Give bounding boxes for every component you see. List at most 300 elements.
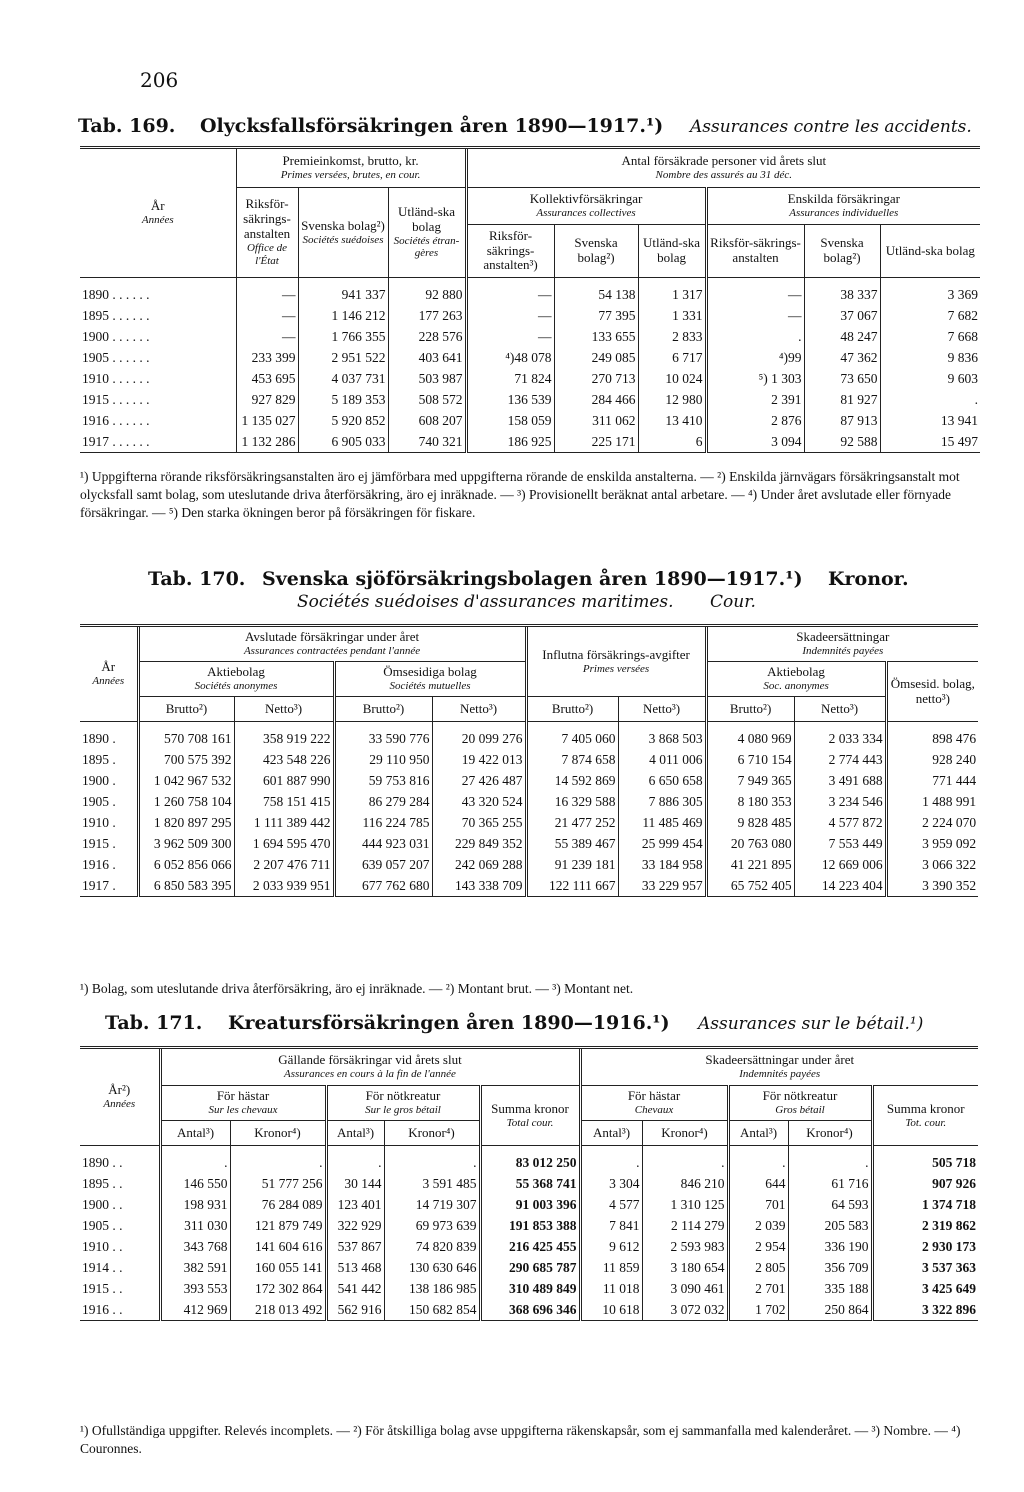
- t171-h-s-hast-fr: Chevaux: [634, 1104, 674, 1117]
- t171-value-cell: 198 931: [160, 1194, 230, 1215]
- t169-value-cell: 233 399: [236, 347, 298, 368]
- t170-h-year: År: [101, 659, 116, 675]
- t169-h-ensk-fr: Assurances individuelles: [789, 207, 899, 220]
- t171-h-antal-1: Antal³): [160, 1121, 230, 1146]
- t169-value-cell: —: [706, 278, 804, 306]
- t170-row: [80, 791, 978, 812]
- t169-value-cell: 1 132 286: [236, 431, 298, 453]
- t170-value-cell: 2 033 939 951: [234, 875, 334, 897]
- t170-value-cell: 6 052 856 066: [138, 854, 234, 875]
- t170-value-cell: 358 919 222: [234, 722, 334, 750]
- t169-value-cell: ⁴)99: [706, 347, 804, 368]
- t171-value-cell: 3 591 485: [384, 1173, 480, 1194]
- t171-h-kronor-3: Kronor⁴): [642, 1121, 728, 1146]
- t171-value-cell: 343 768: [160, 1236, 230, 1257]
- t171-h-hast-fr: Sur les chevaux: [208, 1104, 278, 1117]
- t170-h-akt-fr: Sociétés anonymes: [194, 680, 278, 693]
- t171-year-cell: 1916 . .: [80, 1299, 160, 1321]
- t169-h-antal: Antal försäkrade personer vid årets slut: [621, 153, 827, 169]
- t169-value-cell: 284 466: [554, 389, 638, 410]
- t169-value-cell: 1 146 212: [298, 305, 388, 326]
- t170-value-cell: 1 488 991: [886, 791, 978, 812]
- t169-value-cell: 3 369: [880, 278, 980, 306]
- t169-value-cell: 73 650: [804, 368, 880, 389]
- t171-value-cell: 322 929: [326, 1215, 384, 1236]
- t171-year-cell: 1900 . .: [82, 1196, 123, 1212]
- t169-year-cell: 1910 . . . . . .: [82, 370, 150, 386]
- t170-value-cell: 25 999 454: [618, 833, 706, 854]
- t170-value-cell: 65 752 405: [706, 875, 794, 897]
- t169-value-cell: 608 207: [388, 410, 466, 431]
- t170-h-akt: Aktiebolag: [207, 664, 265, 680]
- t170-value-cell: 771 444: [886, 770, 978, 791]
- t171-value-cell: 7 841: [580, 1215, 642, 1236]
- t169-value-cell: 38 337: [804, 278, 880, 306]
- t170-value-cell: 3 959 092: [886, 833, 978, 854]
- t171-value-cell: 393 553: [160, 1278, 230, 1299]
- t170-value-cell: 2 207 476 711: [234, 854, 334, 875]
- t170-row: [80, 854, 978, 875]
- t169-value-cell: 5 920 852: [298, 410, 388, 431]
- t170-h-s-akt: Aktiebolag: [767, 664, 825, 680]
- t171-year-cell: 1910 . .: [82, 1238, 123, 1254]
- t171-value-cell: .: [728, 1146, 788, 1174]
- t171-year-cell: 1905 . .: [82, 1217, 123, 1233]
- t171-value-cell: 4 577: [580, 1194, 642, 1215]
- t170-value-cell: 1 694 595 470: [234, 833, 334, 854]
- t169-value-cell: 941 337: [298, 278, 388, 306]
- t170-value-cell: 12 669 006: [794, 854, 886, 875]
- t171-value-cell: 11 018: [580, 1278, 642, 1299]
- t169-value-cell: ⁴)48 078: [466, 347, 554, 368]
- t169-h-k-riks: Riksför-säkrings-anstalten³): [466, 225, 554, 278]
- t171-value-cell: 121 879 749: [230, 1215, 326, 1236]
- t170-year-cell: 1895 .: [82, 751, 116, 767]
- t171-title-fr: Assurances sur le bétail.¹): [698, 1014, 924, 1034]
- t170-value-cell: 3 234 546: [794, 791, 886, 812]
- t170-title: Svenska sjöförsäkringsbolagen åren 1890—1917.¹): [262, 568, 803, 590]
- t170-year-cell: 1915 .: [82, 835, 116, 851]
- t171-value-cell: 290 685 787: [480, 1257, 580, 1278]
- t170-value-cell: 122 111 667: [526, 875, 618, 897]
- t171-value-cell: 10 618: [580, 1299, 642, 1321]
- page-number: 206: [140, 68, 179, 92]
- t169-row: [80, 368, 980, 389]
- t171-value-cell: 311 030: [160, 1215, 230, 1236]
- t170-value-cell: 7 886 305: [618, 791, 706, 812]
- t169-value-cell: 92 880: [388, 278, 466, 306]
- t170-value-cell: 21 477 252: [526, 812, 618, 833]
- t170-year-cell: 1910 .: [82, 814, 116, 830]
- t170-value-cell: 55 389 467: [526, 833, 618, 854]
- t169-notes: ¹) Uppgifterna rörande riksförsäkringsanstalten äro ej jämförbara med uppgifterna rörande de enskilda anstalterna. — ²) Enskilda järnvägars försäkringsanstalt mot olycksfall samt bolag, som uteslutande driva återförsäkring, äro ej inräknade. — ³) Provisionellt beräknat antal arbetare. — ⁴) Under året avslutade eller förnyade försäkringar. — ⁵) Den starka ökningen beror på försäkringen för fiskare.: [80, 469, 960, 521]
- t171-value-cell: 2 114 279: [642, 1215, 728, 1236]
- t170-value-cell: 8 180 353: [706, 791, 794, 812]
- t171-row: [80, 1257, 978, 1278]
- t170-h-netto-3: Netto³): [618, 697, 706, 722]
- t170-value-cell: 19 422 013: [432, 749, 526, 770]
- t170-value-cell: 11 485 469: [618, 812, 706, 833]
- t171-year-cell: 1915 . .: [82, 1280, 123, 1296]
- t170-h-year-fr: Années: [92, 675, 125, 688]
- t169-value-cell: 508 572: [388, 389, 466, 410]
- t169-value-cell: 6 717: [638, 347, 706, 368]
- t169-h-sv-fr: Sociétés suédoises: [302, 233, 384, 246]
- t170-value-cell: 29 110 950: [334, 749, 432, 770]
- t169-value-cell: 228 576: [388, 326, 466, 347]
- t171-value-cell: 562 916: [326, 1299, 384, 1321]
- t169-value-cell: 158 059: [466, 410, 554, 431]
- t171-label: Tab. 171.: [105, 1012, 203, 1034]
- t170-row: [80, 875, 978, 897]
- t171-value-cell: 191 853 388: [480, 1215, 580, 1236]
- t170-title-fr: Sociétés suédoises d'assurances maritimes.: [297, 592, 674, 612]
- t171-value-cell: 2 039: [728, 1215, 788, 1236]
- t171-value-cell: 3 537 363: [872, 1257, 978, 1278]
- t169-row: [80, 326, 980, 347]
- t171-value-cell: 3 072 032: [642, 1299, 728, 1321]
- t171-value-cell: 2 593 983: [642, 1236, 728, 1257]
- t171-year-cell: 1890 . .: [82, 1154, 123, 1170]
- t170-value-cell: 143 338 709: [432, 875, 526, 897]
- t171-value-cell: 1 702: [728, 1299, 788, 1321]
- t169-h-k-sv: Svenska bolag²): [554, 225, 638, 278]
- t169-h-riks: Riksför-säkrings-anstalten: [243, 196, 291, 242]
- t171-value-cell: .: [580, 1146, 642, 1174]
- t169-value-cell: 136 539: [466, 389, 554, 410]
- t169-h-koll: Kollektivförsäkringar: [529, 191, 643, 207]
- t170-value-cell: 33 590 776: [334, 722, 432, 750]
- t171-value-cell: 69 973 639: [384, 1215, 480, 1236]
- t169-value-cell: 13 941: [880, 410, 980, 431]
- t171-value-cell: 11 859: [580, 1257, 642, 1278]
- t169-value-cell: 10 024: [638, 368, 706, 389]
- t169-row: [80, 347, 980, 368]
- t171-value-cell: 537 867: [326, 1236, 384, 1257]
- t170-value-cell: 444 923 031: [334, 833, 432, 854]
- t171-value-cell: 138 186 985: [384, 1278, 480, 1299]
- t171-h-gall-fr: Assurances en cours à la fin de l'année: [284, 1068, 456, 1081]
- t170-value-cell: 758 151 415: [234, 791, 334, 812]
- t171-value-cell: 83 012 250: [480, 1146, 580, 1174]
- t169-value-cell: .: [880, 389, 980, 410]
- t169-h-koll-fr: Assurances collectives: [536, 207, 636, 220]
- t169-value-cell: 927 829: [236, 389, 298, 410]
- t169-value-cell: 453 695: [236, 368, 298, 389]
- t170-table: [80, 624, 978, 897]
- t171-title: Kreatursförsäkringen åren 1890—1916.¹): [228, 1012, 670, 1034]
- t171-value-cell: 123 401: [326, 1194, 384, 1215]
- t171-h-kronor-4: Kronor⁴): [788, 1121, 872, 1146]
- t171-h-hast: För hästar: [216, 1088, 270, 1104]
- t170-value-cell: 898 476: [886, 722, 978, 750]
- t170-h-oms-fr: Sociétés mutuelles: [389, 680, 471, 693]
- t171-value-cell: 30 144: [326, 1173, 384, 1194]
- t170-value-cell: 91 239 181: [526, 854, 618, 875]
- t171-value-cell: 55 368 741: [480, 1173, 580, 1194]
- t170-value-cell: 20 099 276: [432, 722, 526, 750]
- t170-value-cell: 423 548 226: [234, 749, 334, 770]
- t170-year-cell: 1916 .: [82, 856, 116, 872]
- t170-notes: ¹) Bolag, som uteslutande driva återförsäkring, äro ej inräknade. — ²) Montant brut. — ³) Montant net.: [80, 981, 634, 996]
- t171-h-gall: Gällande försäkringar vid årets slut: [278, 1052, 462, 1068]
- t169-year-cell: 1916 . . . . . .: [82, 412, 150, 428]
- t169-value-cell: 1 135 027: [236, 410, 298, 431]
- t169-value-cell: 1 766 355: [298, 326, 388, 347]
- t170-value-cell: 3 962 509 300: [138, 833, 234, 854]
- t170-value-cell: 7 405 060: [526, 722, 618, 750]
- t169-h-antal-fr: Nombre des assurés au 31 déc.: [655, 169, 793, 182]
- t169-value-cell: 77 395: [554, 305, 638, 326]
- t170-value-cell: 33 229 957: [618, 875, 706, 897]
- t170-h-avsl: Avslutade försäkringar under året: [244, 629, 420, 645]
- t170-value-cell: 6 710 154: [706, 749, 794, 770]
- t170-value-cell: 639 057 207: [334, 854, 432, 875]
- t170-label: Tab. 170.: [148, 568, 246, 590]
- t169-h-ut-fr: Sociétés étran-gères: [393, 234, 460, 260]
- t170-value-cell: 14 223 404: [794, 875, 886, 897]
- t170-unit-fr: Cour.: [710, 592, 756, 612]
- t171-value-cell: 368 696 346: [480, 1299, 580, 1321]
- t170-h-brutto-2: Brutto²): [334, 697, 432, 722]
- t171-value-cell: .: [642, 1146, 728, 1174]
- t171-row: [80, 1194, 978, 1215]
- t171-value-cell: .: [384, 1146, 480, 1174]
- t169-year-cell: 1905 . . . . . .: [82, 349, 150, 365]
- t169-value-cell: 2 876: [706, 410, 804, 431]
- t169-value-cell: —: [236, 278, 298, 306]
- t169-value-cell: 54 138: [554, 278, 638, 306]
- t171-value-cell: 74 820 839: [384, 1236, 480, 1257]
- t170-unit: Kronor.: [828, 568, 909, 590]
- t169-value-cell: —: [236, 305, 298, 326]
- t169-h-prem: Premieinkomst, brutto, kr.: [282, 153, 419, 169]
- t170-year-cell: 1900 .: [82, 772, 116, 788]
- t169-value-cell: .: [706, 326, 804, 347]
- t170-value-cell: 229 849 352: [432, 833, 526, 854]
- t169-h-prem-fr: Primes versées, brutes, en cour.: [280, 169, 421, 182]
- t171-table: [80, 1046, 978, 1321]
- t169-value-cell: ⁵) 1 303: [706, 368, 804, 389]
- t170-h-infl-fr: Primes versées: [582, 662, 650, 675]
- t170-row: [80, 833, 978, 854]
- t171-value-cell: 3 322 896: [872, 1299, 978, 1321]
- t169-year-cell: 1895 . . . . . .: [82, 307, 150, 323]
- t170-value-cell: 3 390 352: [886, 875, 978, 897]
- t171-value-cell: 513 468: [326, 1257, 384, 1278]
- t169-value-cell: 249 085: [554, 347, 638, 368]
- t170-value-cell: 2 033 334: [794, 722, 886, 750]
- t169-value-cell: 37 067: [804, 305, 880, 326]
- t169-value-cell: 5 189 353: [298, 389, 388, 410]
- t169-value-cell: 1 331: [638, 305, 706, 326]
- t171-h-antal-4: Antal³): [728, 1121, 788, 1146]
- t169-value-cell: 225 171: [554, 431, 638, 453]
- t170-h-netto-4: Netto³): [794, 697, 886, 722]
- t170-value-cell: 6 650 658: [618, 770, 706, 791]
- t170-value-cell: 27 426 487: [432, 770, 526, 791]
- t170-year-cell: 1905 .: [82, 793, 116, 809]
- t171-row: [80, 1146, 978, 1174]
- t169-h-year: År: [150, 198, 165, 214]
- t170-value-cell: 3 868 503: [618, 722, 706, 750]
- t170-h-netto-1: Netto³): [234, 697, 334, 722]
- t170-value-cell: 4 577 872: [794, 812, 886, 833]
- t171-h-s-summa-fr: Tot. cour.: [905, 1116, 947, 1129]
- t171-notes: ¹) Ofullständiga uppgifter. Relevés incomplets. — ²) För åtskilliga bolag avse uppgifterna räkenskapsår, som ej sammanfalla med kalenderåret. — ³) Nombre. — ⁴) Couronnes.: [80, 1423, 961, 1457]
- t170-value-cell: 570 708 161: [138, 722, 234, 750]
- t170-h-s-oms: Ömsesid. bolag, netto³): [886, 662, 978, 722]
- t170-value-cell: 20 763 080: [706, 833, 794, 854]
- t170-h-infl: Influtna försäkrings-avgifter: [542, 646, 690, 662]
- t169-value-cell: 2 833: [638, 326, 706, 347]
- t170-h-brutto-3: Brutto²): [526, 697, 618, 722]
- t169-value-cell: 48 247: [804, 326, 880, 347]
- t171-value-cell: 51 777 256: [230, 1173, 326, 1194]
- t170-value-cell: 1 042 967 532: [138, 770, 234, 791]
- t171-value-cell: 130 630 646: [384, 1257, 480, 1278]
- t169-value-cell: 87 913: [804, 410, 880, 431]
- t170-row: [80, 812, 978, 833]
- t171-h-not-fr: Sur le gros bétail: [365, 1104, 441, 1117]
- t171-year-cell: 1914 . .: [82, 1259, 123, 1275]
- t171-value-cell: 9 612: [580, 1236, 642, 1257]
- t169-value-cell: 81 927: [804, 389, 880, 410]
- t171-value-cell: 218 013 492: [230, 1299, 326, 1321]
- t169-value-cell: 2 391: [706, 389, 804, 410]
- t170-value-cell: 14 592 869: [526, 770, 618, 791]
- t170-value-cell: 41 221 895: [706, 854, 794, 875]
- t170-value-cell: 33 184 958: [618, 854, 706, 875]
- t169-value-cell: 71 824: [466, 368, 554, 389]
- t170-h-oms: Ömsesidiga bolag: [383, 664, 477, 680]
- t170-h-skad-fr: Indemnités payées: [802, 645, 884, 658]
- t170-value-cell: 1 820 897 295: [138, 812, 234, 833]
- t169-value-cell: 4 037 731: [298, 368, 388, 389]
- t171-value-cell: 2 701: [728, 1278, 788, 1299]
- t170-h-avsl-fr: Assurances contractées pendant l'année: [243, 645, 421, 658]
- t169-value-cell: 7 682: [880, 305, 980, 326]
- t171-value-cell: 64 593: [788, 1194, 872, 1215]
- t170-value-cell: 7 949 365: [706, 770, 794, 791]
- t171-row: [80, 1173, 978, 1194]
- t169-value-cell: 311 062: [554, 410, 638, 431]
- t170-value-cell: 1 111 389 442: [234, 812, 334, 833]
- t171-value-cell: 76 284 089: [230, 1194, 326, 1215]
- t171-h-skad-fr: Indemnités payées: [739, 1068, 821, 1081]
- t169-h-k-ut: Utländ-ska bolag: [638, 225, 706, 278]
- t171-value-cell: 907 926: [872, 1173, 978, 1194]
- t171-value-cell: 335 188: [788, 1278, 872, 1299]
- t169-value-cell: 133 655: [554, 326, 638, 347]
- t171-value-cell: 146 550: [160, 1173, 230, 1194]
- t171-value-cell: .: [230, 1146, 326, 1174]
- t169-year-cell: 1917 . . . . . .: [80, 431, 236, 453]
- t171-h-year-fr: Années: [103, 1098, 136, 1111]
- t170-value-cell: 4 080 969: [706, 722, 794, 750]
- t169-row: [80, 389, 980, 410]
- t169-value-cell: —: [466, 326, 554, 347]
- t169-value-cell: 47 362: [804, 347, 880, 368]
- t170-value-cell: 70 365 255: [432, 812, 526, 833]
- t171-value-cell: 2 930 173: [872, 1236, 978, 1257]
- t171-row: [80, 1278, 978, 1299]
- t169-value-cell: 270 713: [554, 368, 638, 389]
- t171-value-cell: 846 210: [642, 1173, 728, 1194]
- t169-value-cell: —: [706, 305, 804, 326]
- t170-value-cell: 3 491 688: [794, 770, 886, 791]
- t169-h-riks-fr: Office de l'État: [246, 242, 287, 267]
- t169-value-cell: 6 905 033: [298, 431, 388, 453]
- t171-row: [80, 1236, 978, 1257]
- t170-value-cell: 700 575 392: [138, 749, 234, 770]
- t169-year-cell: 1915 . . . . . .: [82, 391, 150, 407]
- t169-row: [80, 431, 980, 453]
- t170-value-cell: 7 553 449: [794, 833, 886, 854]
- t170-value-cell: 677 762 680: [334, 875, 432, 897]
- t171-value-cell: 644: [728, 1173, 788, 1194]
- t170-row: [80, 749, 978, 770]
- t170-h-brutto-1: Brutto²): [138, 697, 234, 722]
- t169-value-cell: 1 317: [638, 278, 706, 306]
- t171-h-year: År²): [108, 1082, 131, 1098]
- t170-value-cell: 4 011 006: [618, 749, 706, 770]
- t170-value-cell: 86 279 284: [334, 791, 432, 812]
- t169-table: [80, 146, 980, 453]
- t170-h-netto-2: Netto³): [432, 697, 526, 722]
- t169-year-cell: 1890 . . . . . .: [82, 286, 150, 302]
- t170-value-cell: 242 069 288: [432, 854, 526, 875]
- t169-value-cell: —: [236, 326, 298, 347]
- t171-value-cell: 150 682 854: [384, 1299, 480, 1321]
- t169-value-cell: 503 987: [388, 368, 466, 389]
- t171-value-cell: 336 190: [788, 1236, 872, 1257]
- t170-year-cell: 1890 .: [82, 730, 116, 746]
- t171-h-s-not-fr: Gros bétail: [775, 1104, 825, 1117]
- t171-value-cell: 61 716: [788, 1173, 872, 1194]
- t171-h-skad: Skadeersättningar under året: [705, 1052, 855, 1068]
- t171-value-cell: .: [326, 1146, 384, 1174]
- t169-row: [80, 410, 980, 431]
- t171-h-s-summa: Summa kronor: [886, 1100, 965, 1116]
- t171-value-cell: 250 864: [788, 1299, 872, 1321]
- t170-value-cell: 43 320 524: [432, 791, 526, 812]
- t171-value-cell: 505 718: [872, 1146, 978, 1174]
- t169-h-e-riks: Riksför-säkrings-anstalten: [706, 225, 804, 278]
- t169-h-e-sv: Svenska bolag²): [804, 225, 880, 278]
- t169-year-cell: 1900 . . . . . .: [82, 328, 150, 344]
- t169-value-cell: 2 951 522: [298, 347, 388, 368]
- t171-h-summa-fr: Total cour.: [506, 1116, 554, 1129]
- t171-value-cell: .: [788, 1146, 872, 1174]
- t171-value-cell: 172 302 864: [230, 1278, 326, 1299]
- t171-value-cell: 2 954: [728, 1236, 788, 1257]
- t170-value-cell: 928 240: [886, 749, 978, 770]
- t169-value-cell: 6: [638, 431, 706, 453]
- t170-value-cell: 59 753 816: [334, 770, 432, 791]
- t169-value-cell: 92 588: [804, 431, 880, 453]
- t170-value-cell: 2 224 070: [886, 812, 978, 833]
- t171-h-antal-3: Antal³): [580, 1121, 642, 1146]
- t170-value-cell: 9 828 485: [706, 812, 794, 833]
- t171-h-s-not: För nötkreatur: [762, 1088, 838, 1104]
- t170-row: [80, 722, 978, 750]
- t171-value-cell: 412 969: [160, 1299, 230, 1321]
- t169-value-cell: 13 410: [638, 410, 706, 431]
- t169-title: Olycksfallsförsäkringen åren 1890—1917.¹): [200, 115, 664, 137]
- t170-value-cell: 2 774 443: [794, 749, 886, 770]
- t169-value-cell: —: [466, 278, 554, 306]
